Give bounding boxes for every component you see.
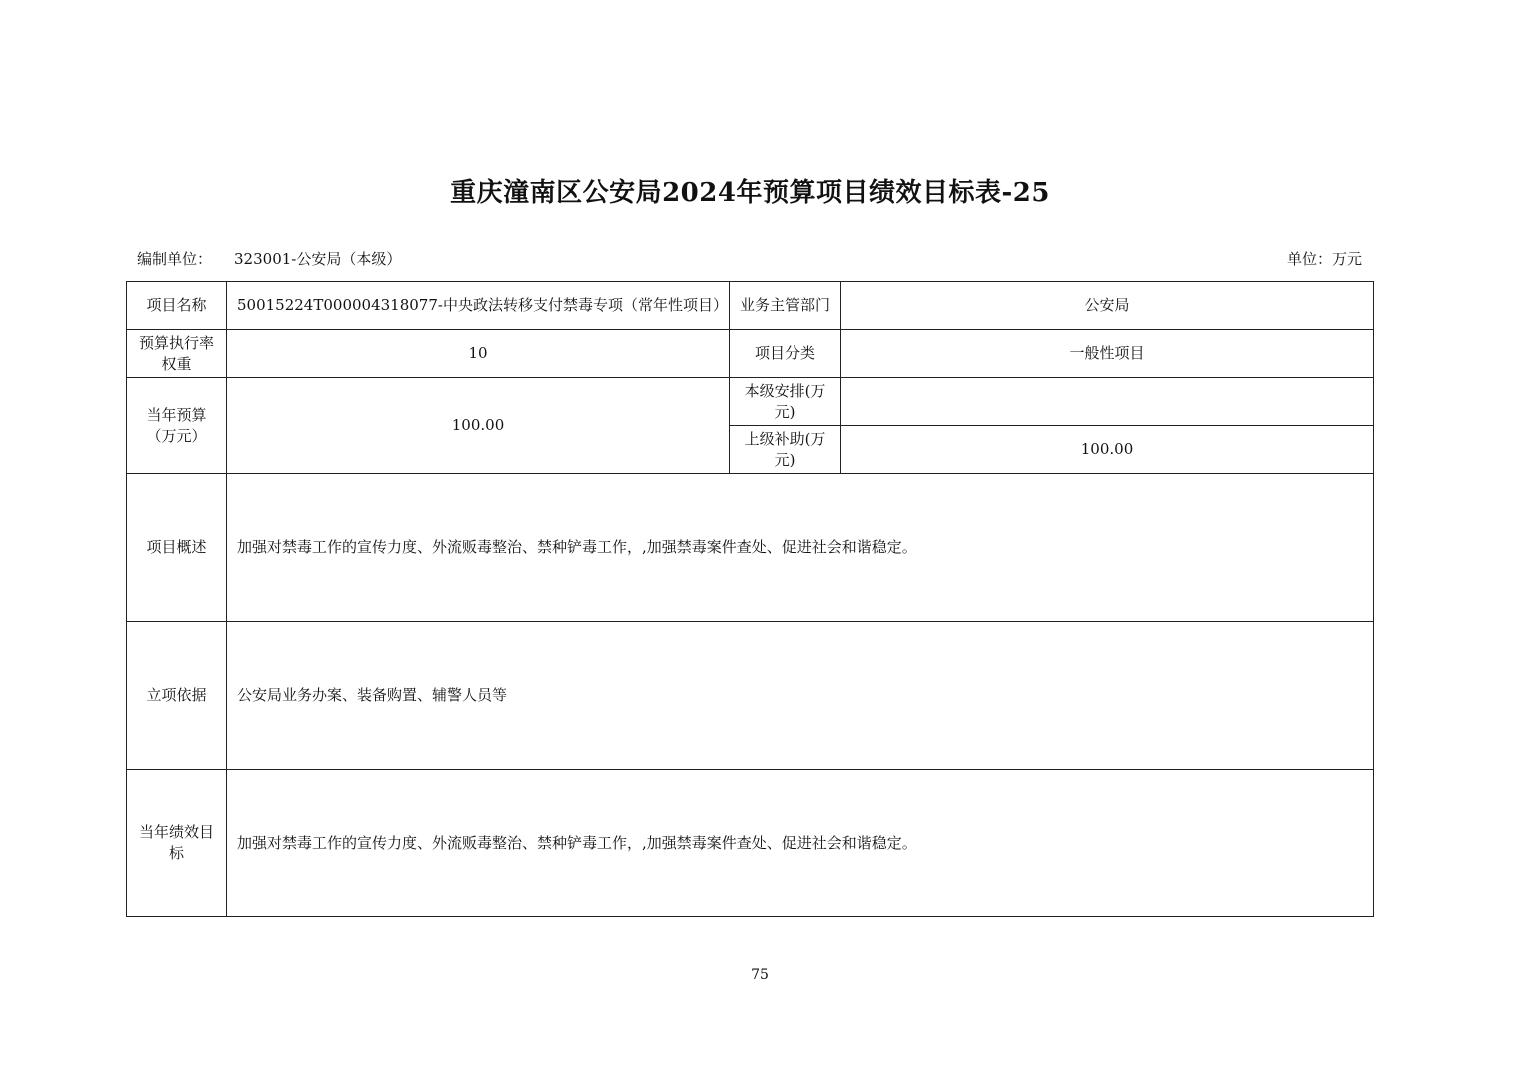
budget-label: 当年预算（万元） bbox=[127, 378, 227, 474]
dept-value: 公安局 bbox=[841, 282, 1374, 330]
performance-table bbox=[126, 281, 1374, 917]
table-row bbox=[127, 474, 1374, 622]
local-label: 本级安排(万元) bbox=[730, 378, 841, 426]
upper-label: 上级补助(万元) bbox=[730, 426, 841, 474]
overview-label: 项目概述 bbox=[127, 474, 227, 622]
basis-value: 公安局业务办案、装备购置、辅警人员等 bbox=[227, 622, 1374, 770]
weight-label: 预算执行率权重 bbox=[127, 330, 227, 378]
document-title: 重庆潼南区公安局2024年预算项目绩效目标表-25 bbox=[450, 178, 1050, 208]
unit-label: 单位：万元 bbox=[1286, 250, 1362, 268]
budget-value: 100.00 bbox=[227, 378, 730, 474]
compiler-value: 323001-公安局（本级） bbox=[234, 250, 402, 268]
category-value: 一般性项目 bbox=[841, 330, 1374, 378]
dept-label: 业务主管部门 bbox=[730, 282, 841, 330]
upper-value: 100.00 bbox=[841, 426, 1374, 474]
local-value bbox=[841, 378, 1374, 426]
project-name-label: 项目名称 bbox=[127, 282, 227, 330]
compiler-label: 编制单位： bbox=[137, 250, 213, 268]
goal-value: 加强对禁毒工作的宣传力度、外流贩毒整治、禁种铲毒工作，,加强禁毒案件查处、促进社会和谐稳定。 bbox=[227, 770, 1374, 917]
table-row bbox=[127, 770, 1374, 917]
weight-value: 10 bbox=[227, 330, 730, 378]
table-row bbox=[127, 378, 1374, 426]
table-row bbox=[127, 622, 1374, 770]
table-row bbox=[127, 282, 1374, 330]
compiler-unit bbox=[137, 248, 401, 269]
project-name-value: 50015224T000004318077-中央政法转移支付禁毒专项（常年性项目） bbox=[227, 282, 730, 330]
table-row bbox=[127, 330, 1374, 378]
page-number: 75 bbox=[751, 967, 769, 983]
basis-label: 立项依据 bbox=[127, 622, 227, 770]
overview-value: 加强对禁毒工作的宣传力度、外流贩毒整治、禁种铲毒工作，,加强禁毒案件查处、促进社会和谐稳定。 bbox=[227, 474, 1374, 622]
category-label: 项目分类 bbox=[730, 330, 841, 378]
goal-label: 当年绩效目标 bbox=[127, 770, 227, 917]
